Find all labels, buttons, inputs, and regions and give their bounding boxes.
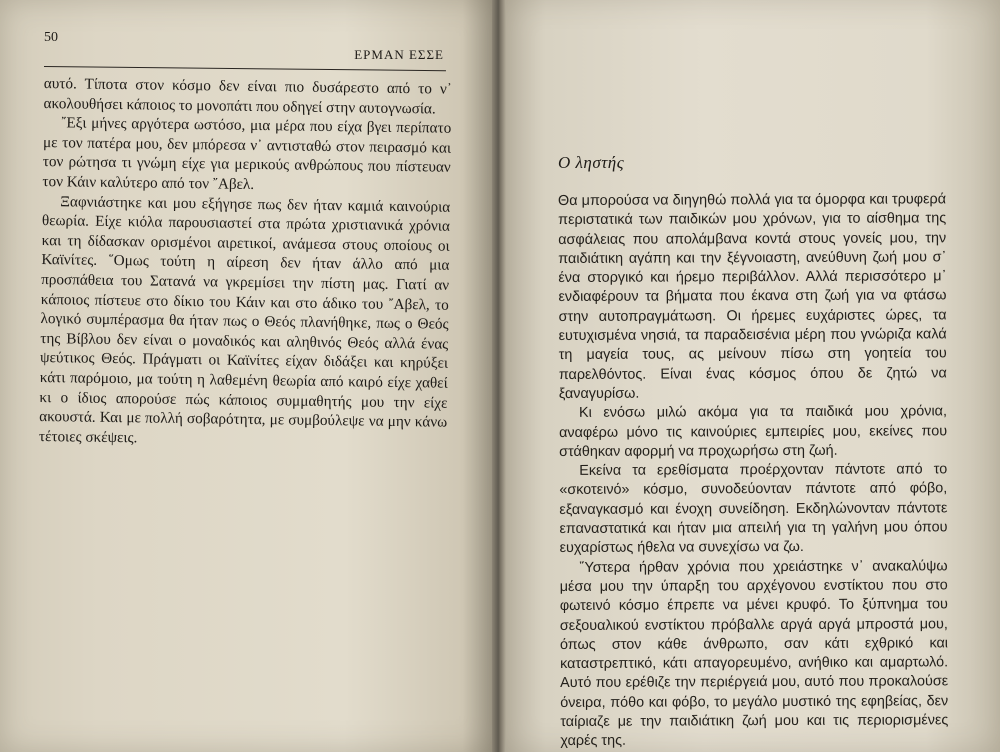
running-head: ΕΡΜΑΝ ΕΣΣΕ	[354, 47, 444, 62]
paragraph: Εκείνα τα ερεθίσματα προέρχονταν πάντοτε από το «σκοτεινό» κόσμο, συνοδεύονταν πάντοτε από φόβο, εξαναγκασμό και ένοχη συνείδηση. Εκδηλώνονταν πάντοτε επαναστατικά και ήταν μια απειλή για τη γαλήνη μου όπου ευχαρίστως ήθελα να συνεχίσω να ζω.	[559, 461, 948, 557]
paragraph: Θα μπορούσα να διηγηθώ πολλά για τα όμορφα και τρυφερά περιστατικά των παιδικών μου χρόνων, για το αίσθημα της ασφάλειας που απολάμβανα κοντά στους γονείς μου, την παιδιάτικη αγάπη και την ξέγνοιαστη, ανεύθυνη ζωή μου σ᾿ ένα στοργικό και ήρεμο περιβάλλον. Αλλά περισσότερο μ᾿ ενδιαφέρουν τα βήματα που έκανα στη ζωή για να φτάσω στην αυτοπραγμάτωση. Οι ήρεμες ευχάριστες ώρες, τα ευτυχισμένα νησιά, τα παραδεισένια μέρη που γνώριζα καλά τη μαγεία τους, ας μείνουν πίσω στη γοητεία του παρελθόντος. Είναι ένας κόσμος όπου δε ζητώ να ξαναγυρίσω.	[558, 191, 947, 402]
left-page-text	[39, 74, 452, 452]
book-gutter	[492, 0, 506, 752]
paragraph: ῎Εξι μήνες αργότερα ωστόσο, μια μέρα που είχα βγει περίπατο με τον πατέρα μου, δεν μπόρεσα ν᾿ αντισταθώ στον πειρασμό και τον ρώτησα τι γνώμη είχε για μερικούς ανθρώπους που πίστευαν τον Κάιν καλύτερο από τον ῎Αβελ.	[42, 114, 452, 193]
paragraph: ῞Υστερα ήρθαν χρόνια που χρειάστηκε ν᾿ ανακαλύψω μέσα μου την ύπαρξη του αρχέγονου ενστίκτου που στο φωτεινό κόσμο έπρεπε να μένει κρυφό. Το ξύπνημα του σεξουαλικού ενστίκτου πρόβαλλε αργά αργά μπροστά μου, όπως στον κάθε άνθρωπο, σαν κάτι εχθρικό και καταστρεπτικό, κάτι απαγορευμένο, ανήθικο και αμαρτωλό. Αυτό που ερέθιζε την περιέργειά μου, αυτό που προκαλούσε όνειρα, πόθο και φόβο, το μεγάλο μυστικό της εφηβείας, δεν ταίριαζε με την παιδιάτικη ζωή μου και τις περιορισμένες χαρές της.	[559, 557, 949, 750]
paragraph: Κι ενόσω μιλώ ακόμα για τα παιδικά μου χρόνια, αναφέρω μόνο τις καινούριες εμπειρίες μου, εκείνες που στάθηκαν αφορμή να προχωρήσω στη ζωή.	[559, 403, 948, 460]
right-page-text	[558, 190, 948, 751]
header-rule	[44, 66, 446, 71]
paragraph: Ξαφνιάστηκε και μου εξήγησε πως δεν ήταν καμιά καινούρια θεωρία. Είχε κιόλα παρουσιαστεί στα πρώτα χριστιανικά χρόνια και τη δίδασκαν ορισμένοι αιρετικοί, ανάμεσα στους οποίους οι Καϊνίτες. ῞Ομως τούτη η αίρεση δεν ήταν άλλο από μια προσπάθεια του Σατανά να γκρεμίσει την πίστη μας. Γιατί αν κάποιος πίστευε στο δίκιο του Κάιν και στο άδικο του ῎Αβελ, το λογικό συμπέρασμα θα ήταν πως ο Θεός πλανήθηκε, πως ο Θεός της Βίβλου δεν είναι ο μοναδικός και αληθινός Θεός αλλά ένας ψεύτικος Θεός. Πράγματι οι Καϊνίτες είχαν διδάξει και κηρύξει κάτι παρόμοιο, μα τούτη η λαθεμένη θεωρία από καιρό είχε χαθεί κι ο ίδιος απορούσε πώς κάποιος συμμαθητής μου την είχε ακουστά. Και με πολλή σοβαρότητα, με συμβούλεψε να μην κάνω τέτοιες σκέψεις.	[38, 192, 451, 447]
chapter-title: Ο ληστής	[558, 153, 625, 172]
page-number: 50	[44, 30, 58, 45]
paragraph: αυτό. Τίποτα στον κόσμο δεν είναι πιο δυσάρεστο από το ν᾿ ακολουθήσει κάποιος το μονοπάτι που οδηγεί στην αυτογνωσία.	[43, 74, 452, 118]
left-page	[0, 0, 492, 752]
